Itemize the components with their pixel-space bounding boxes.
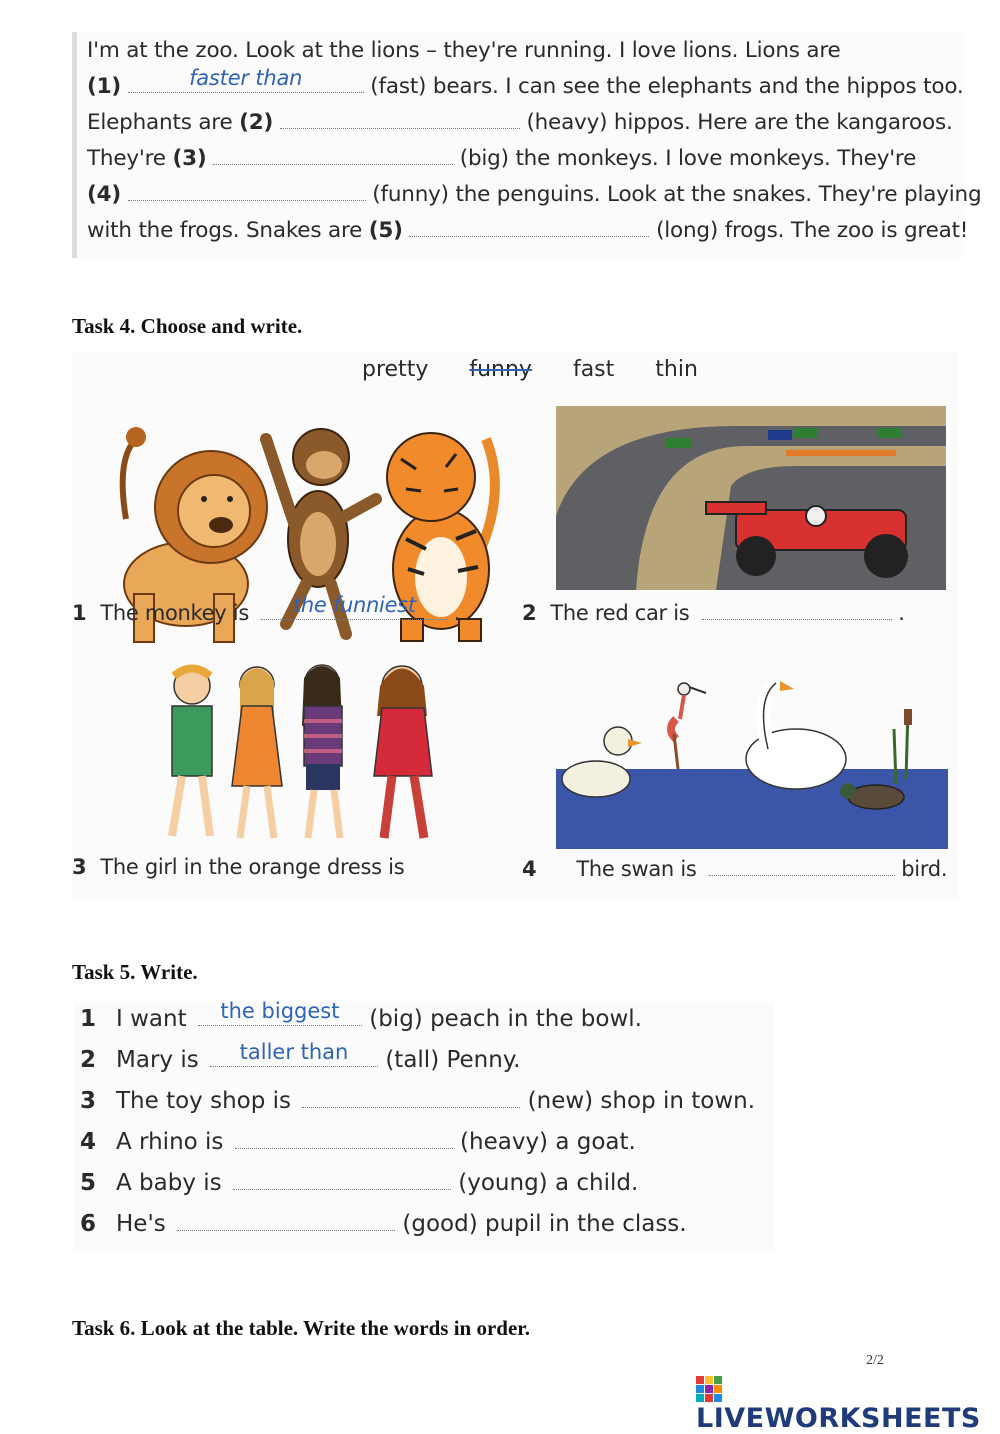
question-number-1: 1 [72,601,87,625]
task5-answer-field-1[interactable] [198,999,362,1026]
task5-item-4 [80,1129,636,1155]
question-text-4: The swan is [576,857,697,881]
passage-text-before-2: Elephants are [87,110,233,135]
answer-field-4[interactable] [128,182,366,201]
liveworksheets-logo [696,1376,1000,1434]
passage-line-3 [87,110,953,135]
question-end-4: bird. [901,857,948,881]
task5-answer-field-2[interactable] [210,1040,378,1067]
question-number-4: 4 [522,857,537,881]
word-funny: funny [469,357,532,382]
passage-text-after-3: (big) the monkeys. I love monkeys. They're [459,146,917,171]
passage-text-before-3: They're [87,146,166,171]
task5-number-6: 6 [80,1211,97,1237]
passage-line-6 [87,218,968,243]
task5-after-1: (big) peach in the bowl. [369,1006,642,1032]
task4-question-1 [72,593,461,625]
word-thin: thin [655,357,698,382]
answer-field-1[interactable] [128,66,364,93]
task5-answer-field-3[interactable] [302,1089,520,1108]
task5-answer-field-6[interactable] [177,1212,395,1231]
gap-number-2: (2) [239,110,274,135]
passage-text-after-1: (fast) bears. I can see the elephants and the hippos too. [370,74,964,99]
task5-list [74,999,774,1250]
task5-before-1: I want [116,1006,187,1032]
task4-answer-1: the funniest [292,593,416,617]
task5-item-5 [80,1170,638,1196]
passage-line-2 [87,66,964,99]
question-text-3: The girl in the orange dress is [100,855,405,879]
task5-item-1 [80,999,642,1032]
task5-heading: Task 5. Write. [72,960,198,984]
passage-text-after-5: (long) frogs. The zoo is great! [656,218,969,243]
task4-answer-field-2[interactable] [702,601,892,620]
gap-number-1: (1) [87,74,122,99]
task4-answer-field-4[interactable] [709,857,895,876]
answer-field-5[interactable] [409,218,649,237]
task5-after-5: (young) a child. [458,1170,639,1196]
gap-number-4: (4) [87,182,122,207]
race-car-illustration [556,406,946,590]
task5-after-3: (new) shop in town. [527,1088,756,1114]
task5-answer-field-4[interactable] [235,1130,453,1149]
girls-illustration [152,656,472,846]
reading-passage [72,32,982,258]
task5-after-2: (tall) Penny. [385,1047,521,1073]
question-number-3: 3 [72,855,87,879]
task6-heading: Task 6. Look at the table. Write the words in order. [72,1316,530,1340]
task4-question-4 [522,857,947,881]
task5-number-4: 4 [80,1129,97,1155]
question-end-1: . [453,601,461,625]
page-number: 2/2 [866,1353,884,1368]
answer-field-3[interactable] [213,146,453,165]
passage-line-4 [87,146,916,171]
question-number-2: 2 [522,601,537,625]
task5-number-3: 3 [80,1088,97,1114]
word-pretty: pretty [362,357,429,382]
task5-answer-field-5[interactable] [233,1171,451,1190]
logo-grid-icon [696,1376,722,1402]
task5-before-2: Mary is [116,1047,199,1073]
task4-panel [72,351,958,899]
passage-line-5 [87,182,981,207]
question-end-2: . [898,601,905,625]
word-fast: fast [572,357,615,382]
task5-after-6: (good) pupil in the class. [402,1211,687,1237]
task5-before-6: He's [116,1211,166,1237]
gap-number-3: (3) [172,146,207,171]
task4-answer-field-1[interactable] [261,593,447,620]
task5-answer-1: the biggest [220,999,340,1023]
answer-1: faster than [189,66,303,90]
task5-before-5: A baby is [116,1170,222,1196]
birds-illustration [556,669,948,849]
question-text-2: The red car is [550,601,690,625]
passage-line-1: I'm at the zoo. Look at the lions – they're running. I love lions. Lions are [87,38,841,63]
gap-number-5: (5) [368,218,403,243]
task5-before-4: A rhino is [116,1129,224,1155]
answer-field-2[interactable] [280,110,520,129]
passage-text-before-5: with the frogs. Snakes are [87,218,363,243]
task5-number-5: 5 [80,1170,97,1196]
task5-number-2: 2 [80,1047,97,1073]
task5-before-3: The toy shop is [116,1088,292,1114]
word-bank [362,357,732,382]
logo-text: LIVEWORKSHEETS [696,1403,981,1434]
task5-item-3 [80,1088,755,1114]
task5-answer-2: taller than [239,1040,349,1064]
task4-heading: Task 4. Choose and write. [72,314,303,338]
task4-question-3 [72,855,404,879]
task5-item-6 [80,1211,687,1237]
task5-after-4: (heavy) a goat. [460,1129,636,1155]
question-text-1: The monkey is [100,601,249,625]
task5-item-2 [80,1040,521,1073]
passage-text-after-2: (heavy) hippos. Here are the kangaroos. [526,110,953,135]
task5-number-1: 1 [80,1006,97,1032]
passage-text-after-4: (funny) the penguins. Look at the snakes. They're playing [372,182,982,207]
task4-question-2 [522,601,905,625]
